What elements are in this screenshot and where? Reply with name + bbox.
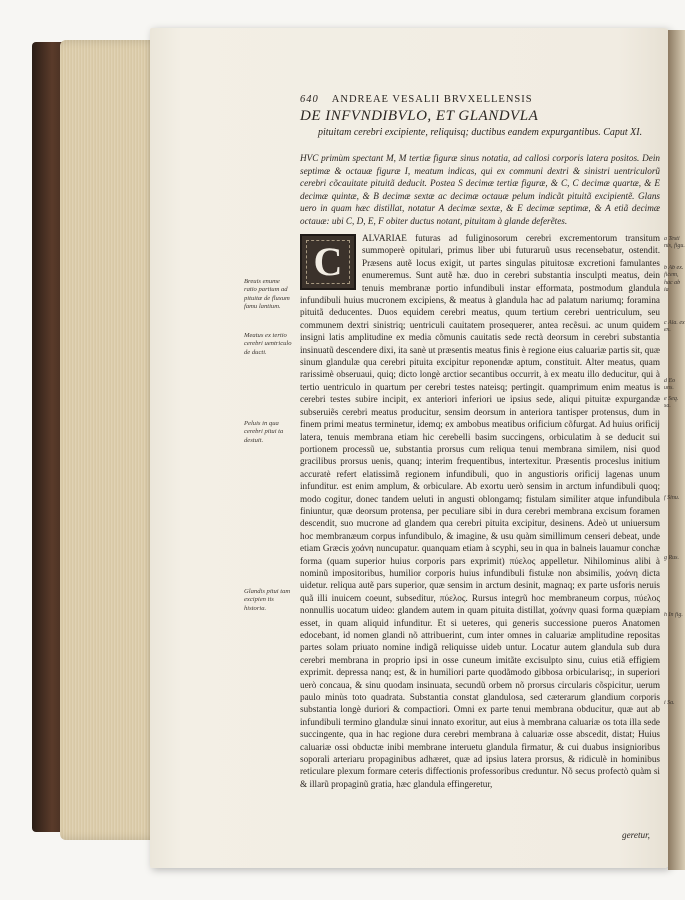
running-head-text: ANDREAE VESALII BRVXELLENSIS [331, 94, 533, 105]
chapter-title: DE INFVNDIBVLO, ET GLANDVLA [300, 108, 539, 124]
margin-note-2: Meatus ex tertio cerebri uentriculo de ducti. [244, 332, 292, 356]
right-note-4: d Eo uns. [664, 378, 676, 392]
body-paragraph: ALVARIAE futuras ad fuliginosorum cerebri excrementorum transitum summoperè opitulari, primus liber ubi futuraruũ usus recensebatur, ostendit. Præsens autẽ locus exigit, ut partes singulas pituitosæ excretioni famulantes enumeremus. Sunt autẽ hæ. duo in cerebri substantia insculpti meatus, dein tenuis membranæ portio infundibuli instar efformata, postmodum glandula infundibuli huius mucronem excipiens, & meatus à glandula hac ad palatum nariumq; foramina pituitã deducentes. Duos equidem cerebri meatus, quum tertium cerebri uentriculum, seu communem dextri sinistriq; uentriculi cauitatem prosequerer, antea recẽsui. ac unum quidem insigni latis amplitudine ex media cõmunis cauitatis sede rectà deorsum in cerebri substantia insinuatũ descendere dixi, ita sanè ut præsentis meatus finis è regione eius caluariæ partis sit, quæ sinum glandulæ qua cerebri pituita excipitur reponendæ aptum, constituit. Alter meatus, quam rarissimè obseruaui, quiq; dicto longè arctior secantibus occurrit, à ex meatu illo deducitur, qui à tertio uentriculo in quartum per cerebri testes nateisq; pertingit. quamprimum enim meatus is cerebri testes subire incipit, ex anteriori inferiori ue ipsius sede, aliqui pituitæ expurgandæ subseruiẽs cerebri meatus producitur, sensim deorsum in anteriora tantisper protensus, dum in finem primi meatus terminetur, idemq; ex ambobus meatibus orificium cõfurgat. Ad huius orificij latera, tenuis membrana etiam hic cerebelli basim succingens, orbiculatim à se deducit sui portionem processũ ue, substantia prorsus cum reliqua tenui membrana similem, nisi quod gracilibus prorsus uenis, quanq; interim frequentibus, intertexitur. Præsentis proceslus initium accuratè refert elatissimã regionem infundibuli, quo in angustioris orificij lagenas unum infunditur. est enim amplum, & orbiculare. Ab exortu uerò sensim in arctum infundibuli quoq; modo cogitur, donec tandem ueluti in angusti oblongamq; fistulam similiter atque infundibula finiuntur, quæ deorsum protensa, per peculiare sibi in dura cerebri membrana excisum foramen descendit, suo mucrone ad glandem qua cerebri pituita excipitur, desinens. Adeò ut uniuersum hoc membranæum corpus infundibulo, & imagine, & usu quàm simillimum censeri debeat, unde etiam Græcis χοάνη nuncupatur. quanquam etiam à scyphi, seu in qua in balneis lauamur conchæ forma (quam superior huius corporis pars exprimit) πύελος appelletur. Nihilominus alibi à nominũ impositoribus, humilior corporis huius infundibuli fistulæ non absimilis, χοάνη dicta uidetur. reliqua autẽ pars superior, quæ sensim in arctum desinit, magnaq; ex parte usforis neruis quã illi inuicem coeunt, subseditur, πύελος. Rursus integrũ hoc membraneum corpus, πύελος nonnullis uocatum uideo: glandem autem in quam pituita distillat, χοάνην quasi forma quæpiam esset, in quam aliquid infunditur. Et si ueteres, qui generis successione pueros Anatomen edocebant, id nomen glandi nõ attribuerint, cum inter omnes in caluariæ amplitudine repositas partes solam priuato nomine indigã reliquisse uideb untur. Locatur autem glandula sub dura cerebri membrana in proprio ipsi in osse cuneum imitãte excisulpto sinu, cuius etiã effigiem exprimit. depressa nanq; est, & in humiliori parte quodãmodo gibbosa orbicularisq;, in superiori uerò concaua, & sinu quodam insinuata, secundũ orbem nõ prorsus circularis cõspicitur, uerum paulo minùs toto quadrata. Substantia constat glandulosa, sed cæterarum glandium corporis substantia longè duriori & compactiori. Omni ex parte tenui membrana obducitur, quæ aut ab infundibuli termino glandulæ sinui innato exoritur, aut eius à membrana caluariæ os tota illa sede succingente, qua in hac regione dura cerebri membrana à caluariæ osse abscedit, distat; Huius caluariæ ossi obductæ inibi membrane interuetu glandula firmatur, & cui duabus insignioribus soporali arteriaru propaginibus adhæret, quæ ad ipsius latera prorsus, & ridiculè in hominibus reticulare plexum formare ceteris diffectionis professoribus creduntur. Nõ secus profectò quàm si & illarũ propaginũ gratia, hæc glandula effingeretur, [300, 233, 660, 789]
page-number: 640 [300, 94, 319, 105]
facing-page-edge [668, 30, 685, 870]
margin-note-4: Glandis pitui tam excipien tis historia. [244, 588, 291, 612]
woodcut-initial: C [300, 234, 356, 290]
right-note-1: a Testi nis, figu. [664, 236, 685, 250]
right-note-2: b Ab ex. ficem, hac ab ia [664, 265, 684, 294]
main-text [300, 232, 660, 790]
right-note-3: c Ala. ex ex. [664, 320, 685, 334]
chapter-subtitle: pituitam cerebri excipiente, reliquisq; ductibus eandem expurgantibus. Caput XI. [318, 127, 643, 138]
figure-reference-paragraph: HVC primùm spectant M, M tertiæ figuræ sinus notatia, ad callosi corporis latera positos. Dein septimæ & octauæ figuræ I, meatum indicas, qui ex communi dextri & sinistri uentriculorũ cerebri cõcauitate pituitã deducit. Postea S decimæ tertiæ figuræ, & C, C decimæ quartæ, & E decimæ quintæ, & B decimæ sextæ ac decimæ octauæ pelum indicãt pituitã excipientẽ. Glans uero in quam hæc distillat, notatur A decimæ sextæ, & E decimæ septimæ, & A etiã decimæ octauæ: ubi C, D, E, F obiter ductus notant, pituitam à glande deferẽtes. [300, 153, 660, 226]
margin-note-3: Peluis in qua cerebri pitui ta destuit. [244, 420, 284, 444]
right-note-8: h In fig. [664, 612, 683, 618]
right-note-9: i Sa. [664, 700, 675, 706]
right-note-5: e Seq. sa. [664, 396, 679, 410]
right-note-6: f Sinu. [664, 495, 680, 501]
catchword: geretur, [622, 830, 650, 840]
right-note-7: g Rus. [664, 555, 679, 561]
page-edges [60, 40, 160, 840]
margin-note-1: Breuis enume ratio partium ad pituitæ de fluxum famu lantium. [244, 278, 290, 311]
running-head [300, 94, 660, 105]
